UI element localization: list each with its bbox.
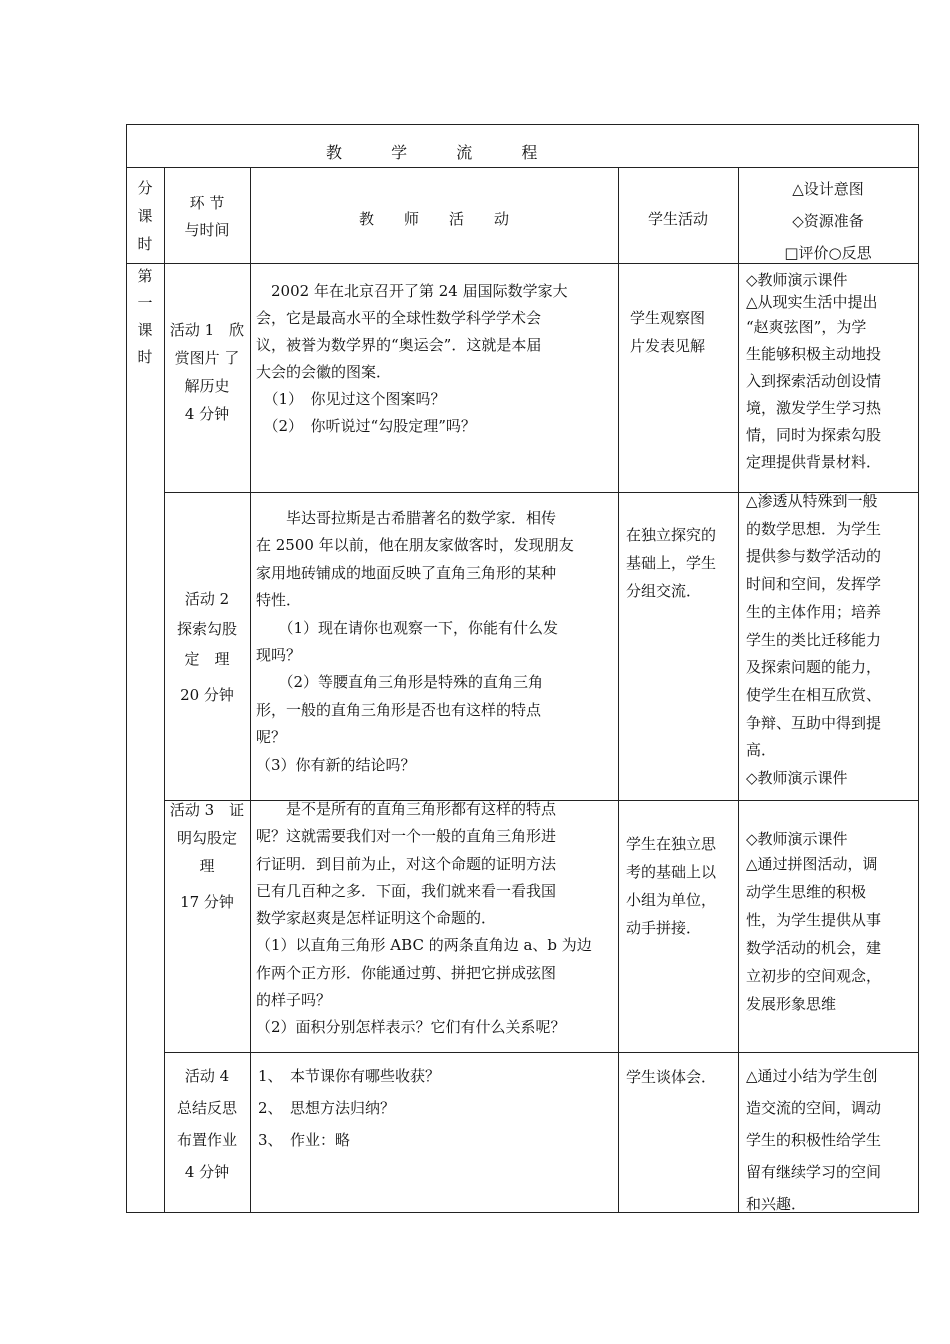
design-line: ◇教师演示课件 xyxy=(746,271,848,289)
row3-teacher xyxy=(256,796,616,1042)
teacher-line: （2）面积分别怎样表示？它们有什么关系呢？ xyxy=(256,1018,566,1037)
teacher-line: 的样子吗？ xyxy=(256,991,332,1010)
header-text: 学生活动 xyxy=(647,210,708,228)
stage-line: 活动 3 证 xyxy=(169,801,245,819)
header-text: 分 xyxy=(137,179,153,197)
stage-line: 4 分钟 xyxy=(184,1163,230,1181)
design-line: 立初步的空间观念， xyxy=(746,967,882,985)
design-line: 时间和空间，发挥学 xyxy=(746,575,882,594)
design-line: 及探索问题的能力， xyxy=(746,658,882,677)
row2-student xyxy=(626,521,736,605)
design-line: 情，同时为探索勾股 xyxy=(746,426,882,444)
student-line: 分组交流． xyxy=(626,582,702,600)
lesson-label xyxy=(126,263,164,371)
design-line: 学生的积极性给学生 xyxy=(746,1131,882,1149)
row4-teacher xyxy=(258,1060,616,1156)
stage-line: 活动 4 xyxy=(184,1067,230,1085)
teacher-line: （2） 你听说过“勾股定理”吗？ xyxy=(256,417,476,435)
row1-stage xyxy=(164,316,250,428)
design-line: 高． xyxy=(746,741,777,760)
design-line: △从现实生活中提出 xyxy=(746,293,878,311)
teacher-line: （1）现在请你也观察一下，你能有什么发 xyxy=(256,618,559,637)
header-text: 课 xyxy=(137,207,153,225)
row3-student xyxy=(626,830,736,942)
lesson-char: 第 xyxy=(137,267,153,285)
teacher-line: 2002 年在北京召开了第 24 届国际数学家大 xyxy=(256,282,568,300)
design-line: 境，激发学生学习热 xyxy=(746,399,882,417)
stage-line: 活动 2 xyxy=(184,590,230,608)
header-period xyxy=(126,174,164,258)
title-char: 程 xyxy=(521,143,538,162)
teacher-line: 2、 思想方法归纳？ xyxy=(258,1099,396,1117)
design-line: 造交流的空间，调动 xyxy=(746,1099,882,1117)
design-line: 使学生在相互欣赏、 xyxy=(746,685,882,704)
design-line: 提供参与数学活动的 xyxy=(746,547,882,566)
teacher-line: 会，它是最高水平的全球性数学科学学术会 xyxy=(256,309,542,327)
teacher-line: 呢？ xyxy=(256,728,287,747)
design-line: △通过拼图活动，调 xyxy=(746,855,878,873)
design-line: 入到探索活动创设情 xyxy=(746,372,882,390)
header-teacher xyxy=(250,206,618,233)
row1-student xyxy=(630,304,736,360)
teacher-line: 3、 作业：略 xyxy=(258,1131,351,1149)
design-line: 定理提供背景材料． xyxy=(746,453,882,471)
lesson-char: 课 xyxy=(137,321,153,339)
header-text: △设计意图 xyxy=(792,180,864,198)
design-line: 动学生思维的积极 xyxy=(746,883,867,901)
stage-line: 明勾股定 xyxy=(176,829,237,847)
design-line: ◇教师演示课件 xyxy=(746,769,848,788)
design-line: 性，为学生提供从事 xyxy=(746,911,882,929)
title-char: 流 xyxy=(456,143,473,162)
student-line: 片发表见解 xyxy=(630,337,706,355)
row4-stage xyxy=(164,1060,250,1188)
design-line: “赵爽弦图”，为学 xyxy=(746,318,867,336)
header-text: □评价○反思 xyxy=(784,244,872,262)
stage-line: 定 理 xyxy=(184,650,230,668)
title-char: 学 xyxy=(391,143,408,162)
row3-design xyxy=(746,828,916,1018)
row2-design xyxy=(746,488,916,793)
header-text: 教 师 活 动 xyxy=(358,210,509,228)
row2-teacher xyxy=(256,505,616,779)
teacher-line: （1）以直角三角形 ABC 的两条直角边 a、b 为边 xyxy=(256,936,592,955)
header-design xyxy=(738,173,918,269)
design-line: 和兴趣． xyxy=(746,1195,807,1213)
teacher-line: 大会的会徽的图案． xyxy=(256,363,392,381)
design-line: 发展形象思维 xyxy=(746,995,837,1013)
stage-line: 总结反思 xyxy=(176,1099,237,1117)
teacher-line: （3）你有新的结论吗？ xyxy=(256,755,416,774)
header-stage xyxy=(164,190,250,244)
table-title xyxy=(126,140,918,163)
student-line: 小组为单位， xyxy=(626,891,717,909)
design-line: 数学活动的机会，建 xyxy=(746,939,882,957)
stage-line: 17 分钟 xyxy=(180,893,234,911)
teacher-line: 是不是所有的直角三角形都有这样的特点 xyxy=(256,800,557,818)
stage-line: 布置作业 xyxy=(176,1131,237,1149)
teacher-line: 行证明．到目前为止，对这个命题的证明方法 xyxy=(256,854,557,873)
stage-line: 4 分钟 xyxy=(184,405,230,423)
teacher-line: 家用地砖铺成的地面反映了直角三角形的某种 xyxy=(256,563,557,582)
header-text: ◇资源准备 xyxy=(792,212,864,230)
teacher-line: 形，一般的直角三角形是否也有这样的特点 xyxy=(256,700,542,719)
design-line: 留有继续学习的空间 xyxy=(746,1163,882,1181)
row4-design xyxy=(746,1060,916,1220)
teacher-line: 呢？这就需要我们对一个一般的直角三角形进 xyxy=(256,827,557,846)
teacher-line: 在 2500 年以前，他在朋友家做客时，发现朋友 xyxy=(256,536,574,555)
student-line: 学生观察图 xyxy=(630,309,706,327)
stage-line: 20 分钟 xyxy=(180,686,234,704)
stage-line: 理 xyxy=(199,857,215,875)
teacher-line: 特性． xyxy=(256,591,302,610)
design-line: ◇教师演示课件 xyxy=(746,830,848,848)
student-line: 学生在独立思 xyxy=(626,835,717,853)
title-char: 教 xyxy=(326,143,343,162)
row2-stage xyxy=(164,584,250,710)
student-line: 考的基础上以 xyxy=(626,863,717,881)
teacher-line: 数学家赵爽是怎样证明这个命题的． xyxy=(256,909,497,928)
row1-design xyxy=(746,270,916,476)
row4-student xyxy=(626,1064,736,1091)
design-line: 的数学思想．为学生 xyxy=(746,519,882,538)
teacher-line: 议，被誉为数学界的“奥运会”．这就是本届 xyxy=(256,336,542,354)
teacher-line: 已有几百种之多．下面，我们就来看一看我国 xyxy=(256,881,557,900)
row1-teacher xyxy=(256,278,616,440)
teacher-line: （1） 你见过这个图案吗？ xyxy=(256,390,446,408)
student-line: 基础上，学生 xyxy=(626,554,717,572)
stage-line: 活动 1 欣 xyxy=(169,321,245,339)
teacher-line: 1、 本节课你有哪些收获？ xyxy=(258,1067,441,1085)
lesson-char: 时 xyxy=(137,348,153,366)
teacher-line: 现吗？ xyxy=(256,646,302,665)
stage-line: 赏图片 了 xyxy=(174,349,240,367)
design-line: △通过小结为学生创 xyxy=(746,1067,878,1085)
row3-stage xyxy=(164,796,250,916)
student-line: 学生谈体会． xyxy=(626,1068,717,1086)
student-line: 在独立探究的 xyxy=(626,526,717,544)
stage-line: 解历史 xyxy=(184,377,230,395)
header-text: 环 节 xyxy=(189,194,225,212)
header-text: 与时间 xyxy=(184,221,230,239)
design-line: △渗透从特殊到一般 xyxy=(746,492,878,510)
teacher-line: 毕达哥拉斯是古希腊著名的数学家．相传 xyxy=(256,509,557,527)
design-line: 争辩、互助中得到提 xyxy=(746,713,882,732)
teacher-line: 作两个正方形．你能通过剪、拼把它拼成弦图 xyxy=(256,963,557,982)
header-text: 时 xyxy=(137,235,153,253)
design-line: 生能够积极主动地投 xyxy=(746,345,882,363)
header-student xyxy=(618,206,738,233)
teacher-line: （2）等腰直角三角形是特殊的直角三角 xyxy=(256,673,544,692)
student-line: 动手拼接． xyxy=(626,919,702,937)
stage-line: 探索勾股 xyxy=(176,620,237,638)
design-line: 学生的类比迁移能力 xyxy=(746,630,882,649)
design-line: 生的主体作用；培养 xyxy=(746,602,882,621)
lesson-char: 一 xyxy=(137,294,153,312)
